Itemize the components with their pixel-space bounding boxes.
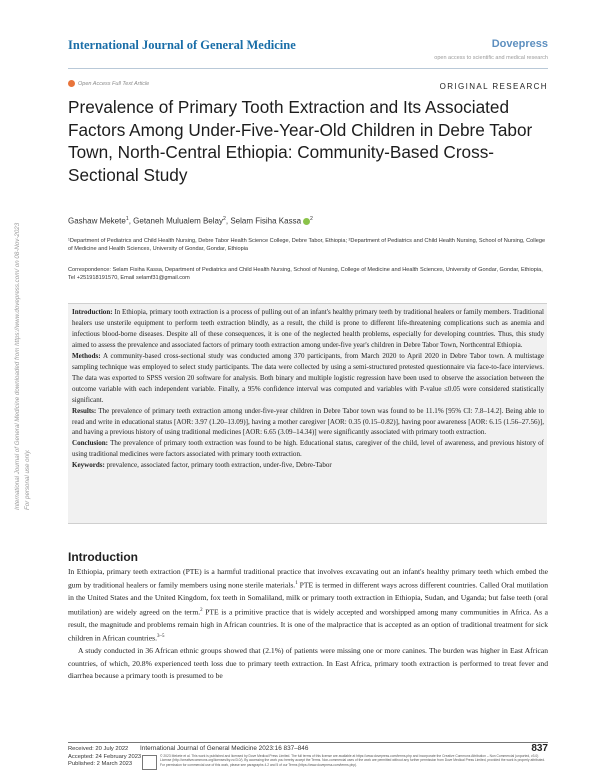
author-affil-sup: 1 bbox=[125, 216, 129, 222]
citation-ref[interactable]: 2 bbox=[200, 607, 203, 613]
side-download-note bbox=[6, 150, 40, 510]
open-access-label[interactable] bbox=[68, 80, 149, 87]
abstract-label: Introduction: bbox=[72, 308, 113, 316]
abstract-label: Results: bbox=[72, 406, 97, 415]
open-access-text: Open Access Full Text Article bbox=[78, 80, 150, 87]
author-affil-sup: 2 bbox=[222, 216, 226, 222]
side-note-line-2: For personal use only. bbox=[24, 449, 31, 510]
creative-commons-icon[interactable] bbox=[142, 755, 157, 770]
author-list: Gashaw Mekete$^1$, Getaneh Mulualem Belay$^2$, Selam Fisiha Kassa $^2$ bbox=[68, 216, 313, 226]
header-rule bbox=[68, 68, 548, 69]
abstract-text: The prevalence of primary teeth extraction among under-five-year children in Debre Tabor town was found to be 11.1% [95% CI: 7.8–14.2]. Being able to read and write in educational status [AOR: 3.97 (1.20–13.09)], having a mother caregiver [AOR: 0.35 (0.15–0.82)], having poor awareness [AOR: 6.15 (1.56–27.56)], and having a previous history of using traditional medicines [AOR: 6.65 (3.09–14.34)] were significantly associated with primary tooth extraction. bbox=[72, 406, 544, 437]
affiliations: ¹Department of Pediatrics and Child Health Nursing, Debre Tabor Health Science College, Debre Tabor, Ethiopia; ²Department of Pediatrics and Child Health Nursing, School of Nursing, College of Medicine and Health Sciences, University of Gondar, Gondar, Ethiopia bbox=[68, 238, 546, 253]
received-date: Received: 20 July 2022 bbox=[68, 746, 129, 752]
published-date: Published: 2 March 2023 bbox=[68, 761, 133, 767]
accepted-date: Accepted: 24 February 2023 bbox=[68, 753, 142, 760]
paragraph: A study conducted in 36 African ethnic groups showed that (2.1%) of patients were missing one or more canines. The burden was higher in East African countries, of which, 20.8% experienced teeth loss due to primary teeth extraction. In East Africa, primary tooth extraction is performed to treat fever and diarrhea because a primary tooth is presumed to be bbox=[68, 646, 548, 681]
publisher-tagline: open access to scientific and medical research bbox=[434, 55, 548, 61]
text-run: PTE is a primitive practice that is widely accepted and worshipped among many communities in Africa. As a result, the magnitude and problems remain high in African countries. It is one of the malpractice that is accepted as an option of traditional treatment for sick children in African countries. bbox=[68, 607, 549, 643]
abstract-label: Methods: bbox=[72, 351, 101, 360]
correspondence: Correspondence: Selam Fisiha Kassa, Department of Pediatrics and Child Health Nursing, School of Nursing, College of Medicine and Health Sciences, University of Gondar, Gondar, Ethiopia, Tel +251918191570, Email selamf31@gmail.com bbox=[68, 267, 543, 282]
author-name[interactable]: Getaneh Mulualem Belay bbox=[133, 216, 223, 226]
footer-rule bbox=[68, 742, 548, 743]
orcid-icon[interactable] bbox=[303, 218, 310, 225]
citation-ref[interactable]: 3–5 bbox=[157, 634, 165, 640]
license-text: © 2023 Mekete et al. This work is published and licensed by Dove Medical Press Limited. The full terms of this license are available at https://www.dovepress.com/terms.php and incorporate the Creative Commons Attribution – Non Commercial (unported, v3.0) License (http://creativecommons.org/licenses/by-nc/3.0/). By accessing the work you hereby accept the Terms. Non-commercial uses of the work are permitted without any further permission from Dove Medical Press Limited, provided the work is properly attributed. For permission for commercial use of this work, please see paragraphs 4.2 and 5 of our Terms (https://www.dovepress.com/terms.php). bbox=[160, 754, 546, 767]
text-run: In Ethiopia, primary teeth extraction (PTE) is a harmful traditional practice that involves excavating out an infant's healthy primary teeth which embed the gum by traditional healers or family members using none sterile materials. bbox=[68, 567, 548, 590]
abstract-methods bbox=[72, 351, 544, 406]
page-number: 837 bbox=[531, 743, 548, 754]
journal-title[interactable]: International Journal of General Medicine bbox=[68, 38, 296, 52]
abstract bbox=[72, 307, 544, 471]
abstract-text: The prevalence of primary tooth extraction was found to be high. Educational status, caregiver of the child, level of awareness, and previous history of using traditional medicines were factors associated with primary tooth extraction. bbox=[72, 439, 544, 459]
side-note-line-1: International Journal of General Medicine downloaded from https://www.dovepress.com/ on 08-Nov-2023 bbox=[14, 222, 21, 510]
abstract-label: Keywords: bbox=[72, 461, 105, 470]
abstract-conclusion bbox=[72, 438, 544, 460]
abstract-label: Conclusion: bbox=[72, 439, 109, 448]
publisher-logo[interactable]: Dovepress bbox=[491, 38, 548, 50]
author-affil-sup: 2 bbox=[310, 216, 313, 222]
abstract-results bbox=[72, 406, 544, 439]
abstract-text: A community-based cross-sectional study was conducted among 370 participants, from March 2020 to April 2020 in Debre Tabor town. A multistage sampling technique was employed to select study participants. The data were collected by using a semi-structured pretested questionnaire via face-to-face interviews. The data was exported to SPSS version 20 software for analysis. Both binary and multiple logistic regression have been used to observe the association between the outcome variable with each independent variable. Finally, a 95% confidence interval was computed and variables with P-value ≤0.05 were considered statistically significant. bbox=[72, 351, 545, 404]
publication-dates bbox=[68, 746, 141, 769]
abstract-text: prevalence, associated factor, primary tooth extraction, under-five, Debre-Tabor bbox=[106, 461, 332, 470]
footer-citation: International Journal of General Medicine 2023:16 837–846 bbox=[140, 745, 309, 752]
citation-ref[interactable]: 1 bbox=[295, 581, 298, 587]
abstract-keywords bbox=[72, 460, 544, 471]
author-name[interactable]: Gashaw Mekete bbox=[68, 216, 126, 226]
article-title: Prevalence of Primary Tooth Extraction and Its Associated Factors Among Under-Five-Year-Old Children in Debre Tabor Town, North-Central Ethiopia: Community-Based Cross-Sectional Study bbox=[68, 97, 533, 185]
abstract-text: In Ethiopia, primary tooth extraction is a process of pulling out of an infant's healthy primary teeth by traditional healers or family members. Traditional healers use unsterile equipment to perform teeth extraction blindly, as a result, the child is prone to different life-threatening complications such as anemia and infectious blood-borne diseases. Despite all of these consequences, it is one of the neglected health problems, especially for developing countries. Thus, this study aimed to assess the prevalence and associated factors of primary tooth extraction among under-five year's children in Debre Tabor Town, Northcentral Ethiopia. bbox=[72, 308, 544, 349]
article-category: ORIGINAL RESEARCH bbox=[439, 82, 548, 91]
section-heading: Introduction bbox=[68, 550, 138, 564]
paragraph bbox=[68, 566, 548, 645]
abstract-introduction bbox=[72, 307, 544, 351]
introduction-body bbox=[68, 566, 548, 683]
author-name[interactable]: Selam Fisiha Kassa bbox=[230, 216, 302, 226]
text-run: PTE is termed in different ways across different countries. Called Oral mutilation in the United States and the United Kingdom, fox teeth in Somaliland, milk or primary tooth extraction in Ethiopia, Sudan, and Uganda; but false teeth (oral mutilation) are widely agreed on the term. bbox=[68, 580, 548, 617]
open-access-icon bbox=[68, 80, 75, 87]
